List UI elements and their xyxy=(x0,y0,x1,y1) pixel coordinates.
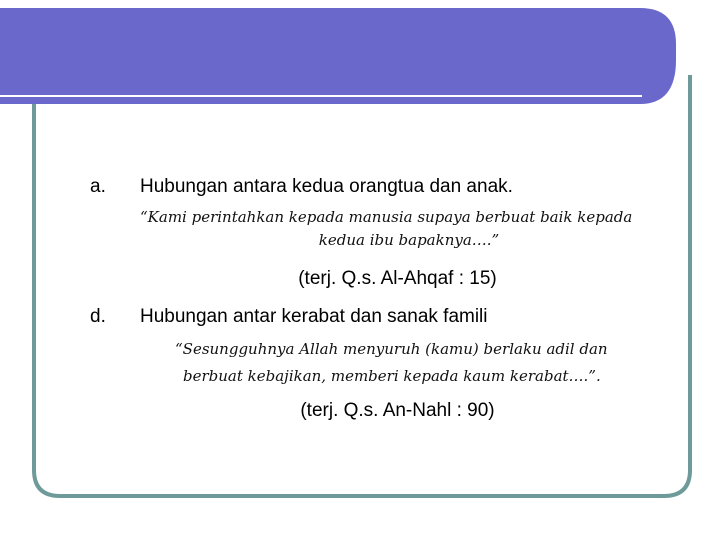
item-d-marker: d. xyxy=(90,306,106,327)
item-a-verse-line2: kedua ibu bapaknya….” xyxy=(318,231,500,249)
item-a-heading: Hubungan antara kedua orangtua dan anak. xyxy=(140,176,513,197)
item-d-verse-line2: berbuat kebajikan, memberi kepada kaum kerabat….”. xyxy=(183,367,601,385)
item-d-reference: (terj. Q.s. An-Nahl : 90) xyxy=(300,400,495,421)
item-a-marker: a. xyxy=(90,176,106,197)
item-d-heading: Hubungan antar kerabat dan sanak famili xyxy=(140,306,488,327)
item-d-verse-line1: “Sesungguhnya Allah menyuruh (kamu) berlaku adil dan xyxy=(175,340,608,358)
item-a-verse-line1: “Kami perintahkan kepada manusia supaya berbuat baik kepada xyxy=(140,208,633,226)
header-bar xyxy=(0,8,676,104)
item-a-reference: (terj. Q.s. Al-Ahqaf : 15) xyxy=(298,268,497,289)
